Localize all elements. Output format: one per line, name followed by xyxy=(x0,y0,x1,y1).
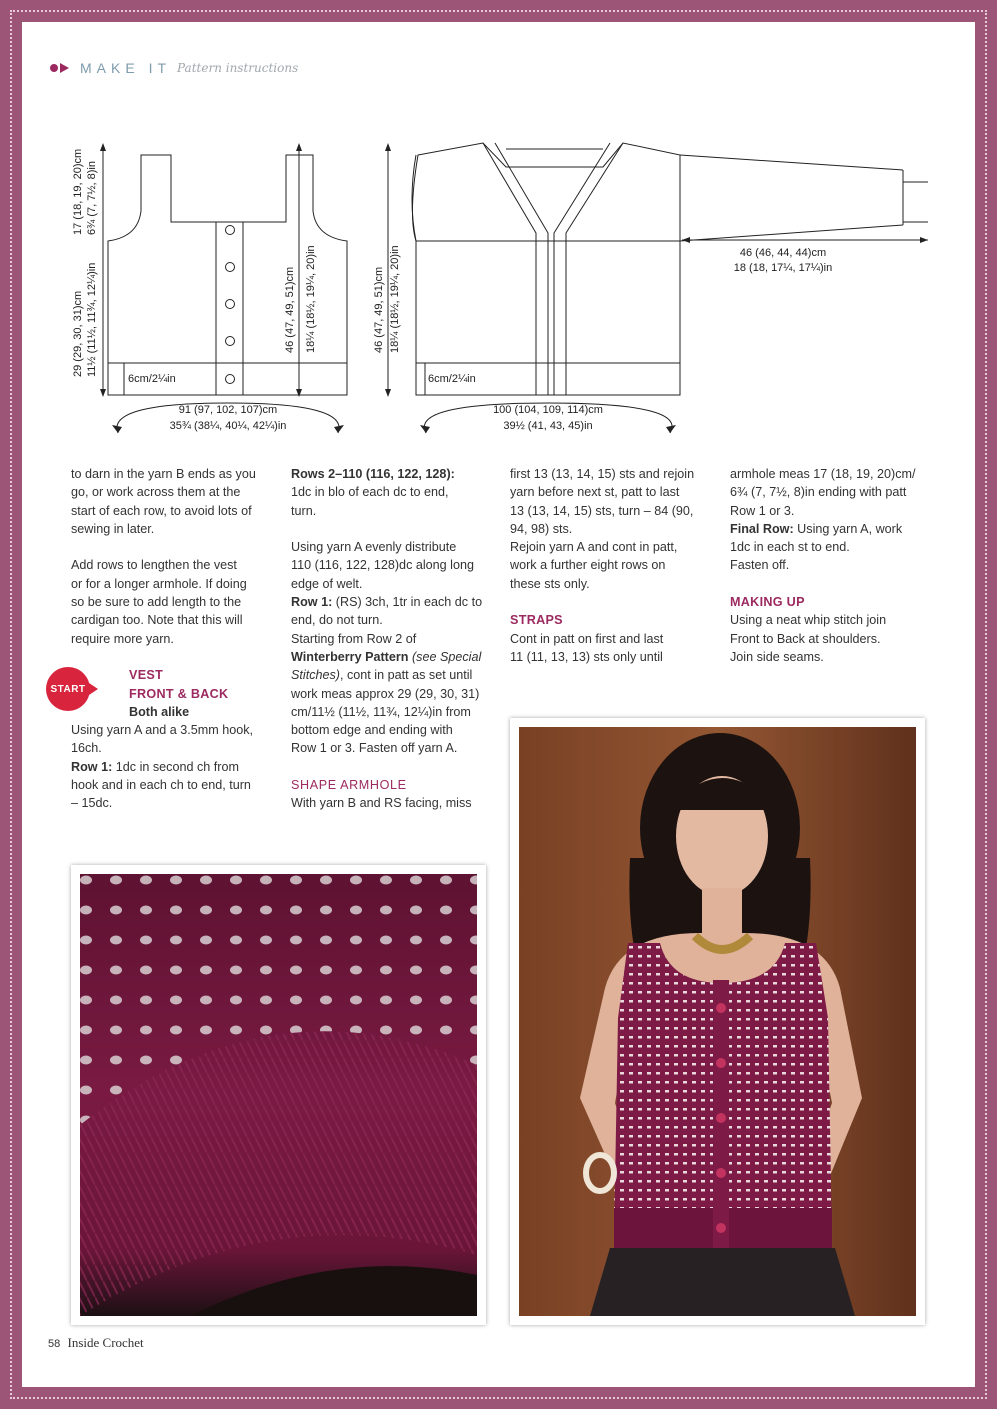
vest-width-in-label: 35¾ (38¼, 40¼, 42¼)in xyxy=(169,420,287,432)
col1-para-3: Using yarn A and a 3.5mm hook, 16ch. Row 1: 1dc in second ch from hook and in each ch to end, turn – 15dc. xyxy=(71,723,254,811)
vest-strap-height-in-label: 6¾ (7, 7½, 8)in xyxy=(86,161,98,235)
shape-armhole-heading: SHAPE ARMHOLE xyxy=(291,778,407,793)
schematic-diagrams xyxy=(48,115,928,445)
front-back-heading: FRONT & BACK xyxy=(129,686,229,701)
row1-label: Row 1: xyxy=(71,759,113,774)
cardigan-total-height-in-label: 18¼ (18½, 19¼, 20)in xyxy=(389,245,401,353)
making-up-heading: MAKING UP xyxy=(730,595,805,610)
section-header xyxy=(50,58,298,78)
arrow-bullet-icon xyxy=(50,62,72,74)
cardigan-width-in-label: 39½ (41, 43, 45)in xyxy=(503,420,593,432)
vest-body-height-label: 29 (29, 30, 31)cm xyxy=(72,290,84,377)
start-badge: START xyxy=(46,667,90,711)
cardigan-width-label: 100 (104, 109, 114)cm xyxy=(493,404,603,416)
cardigan-welt-label: 6cm/2¼in xyxy=(428,373,476,385)
final-row-label: Final Row: xyxy=(730,521,794,536)
cardigan-sleeve-in-label: 18 (18, 17¼, 17¼)in xyxy=(733,262,833,274)
vest-total-height-in-label: 18¼ (18½, 19¼, 20)in xyxy=(305,245,317,353)
both-alike-label: Both alike xyxy=(129,704,190,719)
vest-strap-height-label: 17 (18, 19, 20)cm xyxy=(72,148,84,235)
magazine-name: Inside Crochet xyxy=(67,1335,144,1350)
straps-heading: STRAPS xyxy=(510,613,563,628)
vest-width-label: 91 (97, 102, 107)cm xyxy=(178,404,278,416)
vest-heading: VEST xyxy=(129,668,164,683)
vest-total-height-label: 46 (47, 49, 51)cm xyxy=(284,266,296,353)
text-column-4: armhole meas 17 (18, 19, 20)cm/ 6¾ (7, 7½, 8)in ending with patt Row 1 or 3. Final Row: Using yarn A, work 1dc in each st to end. Fasten off. MAKING UP Using a neat whip stitch join Front to Back at shoulders. Join side seams. xyxy=(730,467,916,664)
col1-para-2: Add rows to lengthen the vest or for a longer armhole. If doing so be sure to add length to the cardigan too. Note that this will require more yarn. xyxy=(71,558,247,646)
cardigan-sleeve-label: 46 (46, 44, 44)cm xyxy=(739,247,827,259)
page-footer xyxy=(48,1335,144,1351)
photo-model-vest xyxy=(510,718,925,1325)
col1-para-1: to darn in the yarn B ends as you go, or work across them at the start of each row, to avoid lots of sewing in later. xyxy=(71,467,256,536)
page-number: 58 xyxy=(48,1338,61,1350)
photo-stitch-detail xyxy=(71,865,486,1325)
rows-label: Rows 2–110 (116, 122, 128): xyxy=(291,467,455,481)
winterberry-label: Winterberry Pattern xyxy=(291,649,409,664)
text-column-3: first 13 (13, 14, 15) sts and rejoin yarn before next st, patt to last 13 (13, 14, 15) sts, turn – 84 (90, 94, 98) sts. Rejoin yarn A and cont in patt, work a further eight rows on these sts only. STRAPS Cont in patt on first and last 11 (11, 13, 13) sts only until xyxy=(510,467,695,664)
text-column-1 xyxy=(71,465,267,813)
section-subtitle: Pattern instructions xyxy=(177,61,299,75)
text-column-2: Rows 2–110 (116, 122, 128): 1dc in blo of each dc to end, turn. Using yarn A evenly distribute 110 (116, 122, 128)dc along long edge of welt. Row 1: (RS) 3ch, 1tr in each dc to end, do not turn. Starting from Row 2 of Winterberry Pattern (see Special Stitches), cont in patt as set until work meas approx 29 (29, 30, 31) cm/11½ (11½, 11¾, 12¼)in from bottom edge and ending with Row 1 or 3. Fasten off yarn A. SHAPE ARMHOLE With yarn B and RS facing, miss xyxy=(291,467,483,811)
section-title: MAKE IT xyxy=(80,60,172,76)
vest-body-height-in-label: 11½ (11½, 11¾, 12¼)in xyxy=(86,262,98,377)
vest-welt-label: 6cm/2¼in xyxy=(128,373,176,385)
cardigan-total-height-label: 46 (47, 49, 51)cm xyxy=(373,266,385,353)
